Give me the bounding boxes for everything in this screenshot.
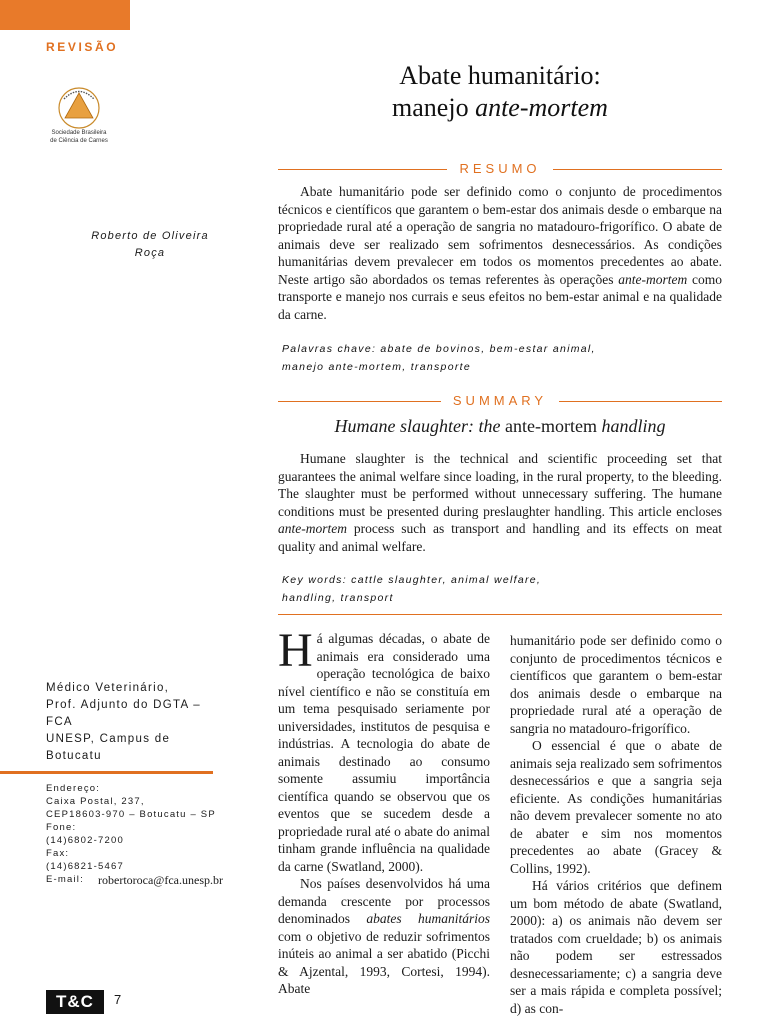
resumo-text: Abate humanitário pode ser definido como o conjunto de procedimentos técnicos e científicos que garantem o bem-estar dos animais desde o embarque na propriedade rural até a operação de sangria no matadouro-frigorífico. O abate de animais deve ser realizado sem sofrimentos desnecessários. As condições humanitárias devem prevalecer em todos os momentos precedentes ao abate. Neste artigo são abordados os temas referentes às operações ante-mortem como transporte e manejo nos currais e seus efeitos no bem-estar animal e na qualidade da carne. — [278, 184, 722, 322]
page-number: 7 — [114, 992, 122, 1007]
resumo-heading: RESUMO — [447, 161, 552, 176]
summary-keywords: Key words: cattle slaughter, animal welfare, handling, transport — [282, 574, 542, 604]
author-affiliation: Médico Veterinário, Prof. Adjunto do DGTA – FCA UNESP, Campus de Botucatu — [46, 682, 201, 762]
svg-text:de Ciência de Carnes: de Ciência de Carnes — [50, 138, 108, 144]
drop-cap: H — [278, 624, 313, 677]
society-logo — [36, 84, 122, 146]
journal-logo: T&C — [46, 990, 104, 1014]
author-name: Roberto de Oliveira Roça — [91, 230, 209, 259]
section-label: REVISÃO — [46, 40, 119, 54]
affiliation-rule — [0, 771, 213, 774]
body-column-2: humanitário pode ser definido como o conjunto de procedimentos técnicos e científicos que garantem o bem-estar dos animais desde o embarque na propriedade rural até a operação de sangria no matadouro-frigorífico. O essencial é que o abate de animais seja realizado sem sofrimentos desnecessários e que a sangria seja eficiente. As condições humanitárias não devem prevalecer somente no ato de abater e sim nos momentos precedentes ao abate (Gracey & Collins, 1992). Há vários critérios que definem um bom método de abate (Swatland, 2000): a) os animais não devem ser tratados com crueldade; b) os animais não podem ser estressados desnecessariamente; c) a sangria deve ser a mais rápida e completa possível; d) as con- — [510, 633, 722, 1016]
summary-text: Humane slaughter is the technical and scientific proceeding set that guarantees the animal welfare since loading, in the rural property, to the bleeding. The slaughter must be performed without unnecessary suffering. The humane conditions must be presented during preslaughter handling. This article encloses ante-mortem process such as transport and handling and its effects on meat quality and animal welfare. — [278, 451, 722, 554]
summary-subtitle: Humane slaughter: the ante-mortem handling — [334, 416, 666, 436]
svg-text:Sociedade Brasileira: Sociedade Brasileira — [51, 130, 107, 136]
article-title: Abate humanitário: manejo ante-mortem — [392, 61, 608, 122]
contact-address: Endereço: Caixa Postal, 237, CEP18603-970 – Botucatu – SP Fone: (14)6802-7200 Fax: (14)6821-5467 E-mail: robertoroca@fca.unesp.br — [46, 782, 276, 887]
summary-heading: SUMMARY — [441, 393, 559, 408]
body-column-1: H á algumas décadas, o abate de animais era considerado uma operação tecnológica de baixo nível científico e não se constituía em um tema pesquisado seriamente por universidades, institutos de pesquisa e indústrias. A tecnologia do abate de animais destinado ao consumo somente assumiu importância científica quando se observou que os eventos que se sucedem desde a propriedade rural até o abate do animal tinham grande influência na qualidade da carne (Swatland, 2000). Nos países desenvolvidos há uma demanda crescente por processos denominados abates humanitários com o objetivo de reduzir sofrimentos inúteis ao animal a ser abatido (Picchi & Ajzental, 1993, Cortesi, 1994). Abate — [278, 624, 490, 996]
contact-email[interactable]: robertoroca@fca.unesp.br — [98, 873, 223, 887]
resumo-keywords: Palavras chave: abate de bovinos, bem-estar animal, manejo ante-mortem, transporte — [282, 343, 596, 373]
header-color-bar — [0, 0, 130, 30]
body-divider — [278, 614, 722, 615]
